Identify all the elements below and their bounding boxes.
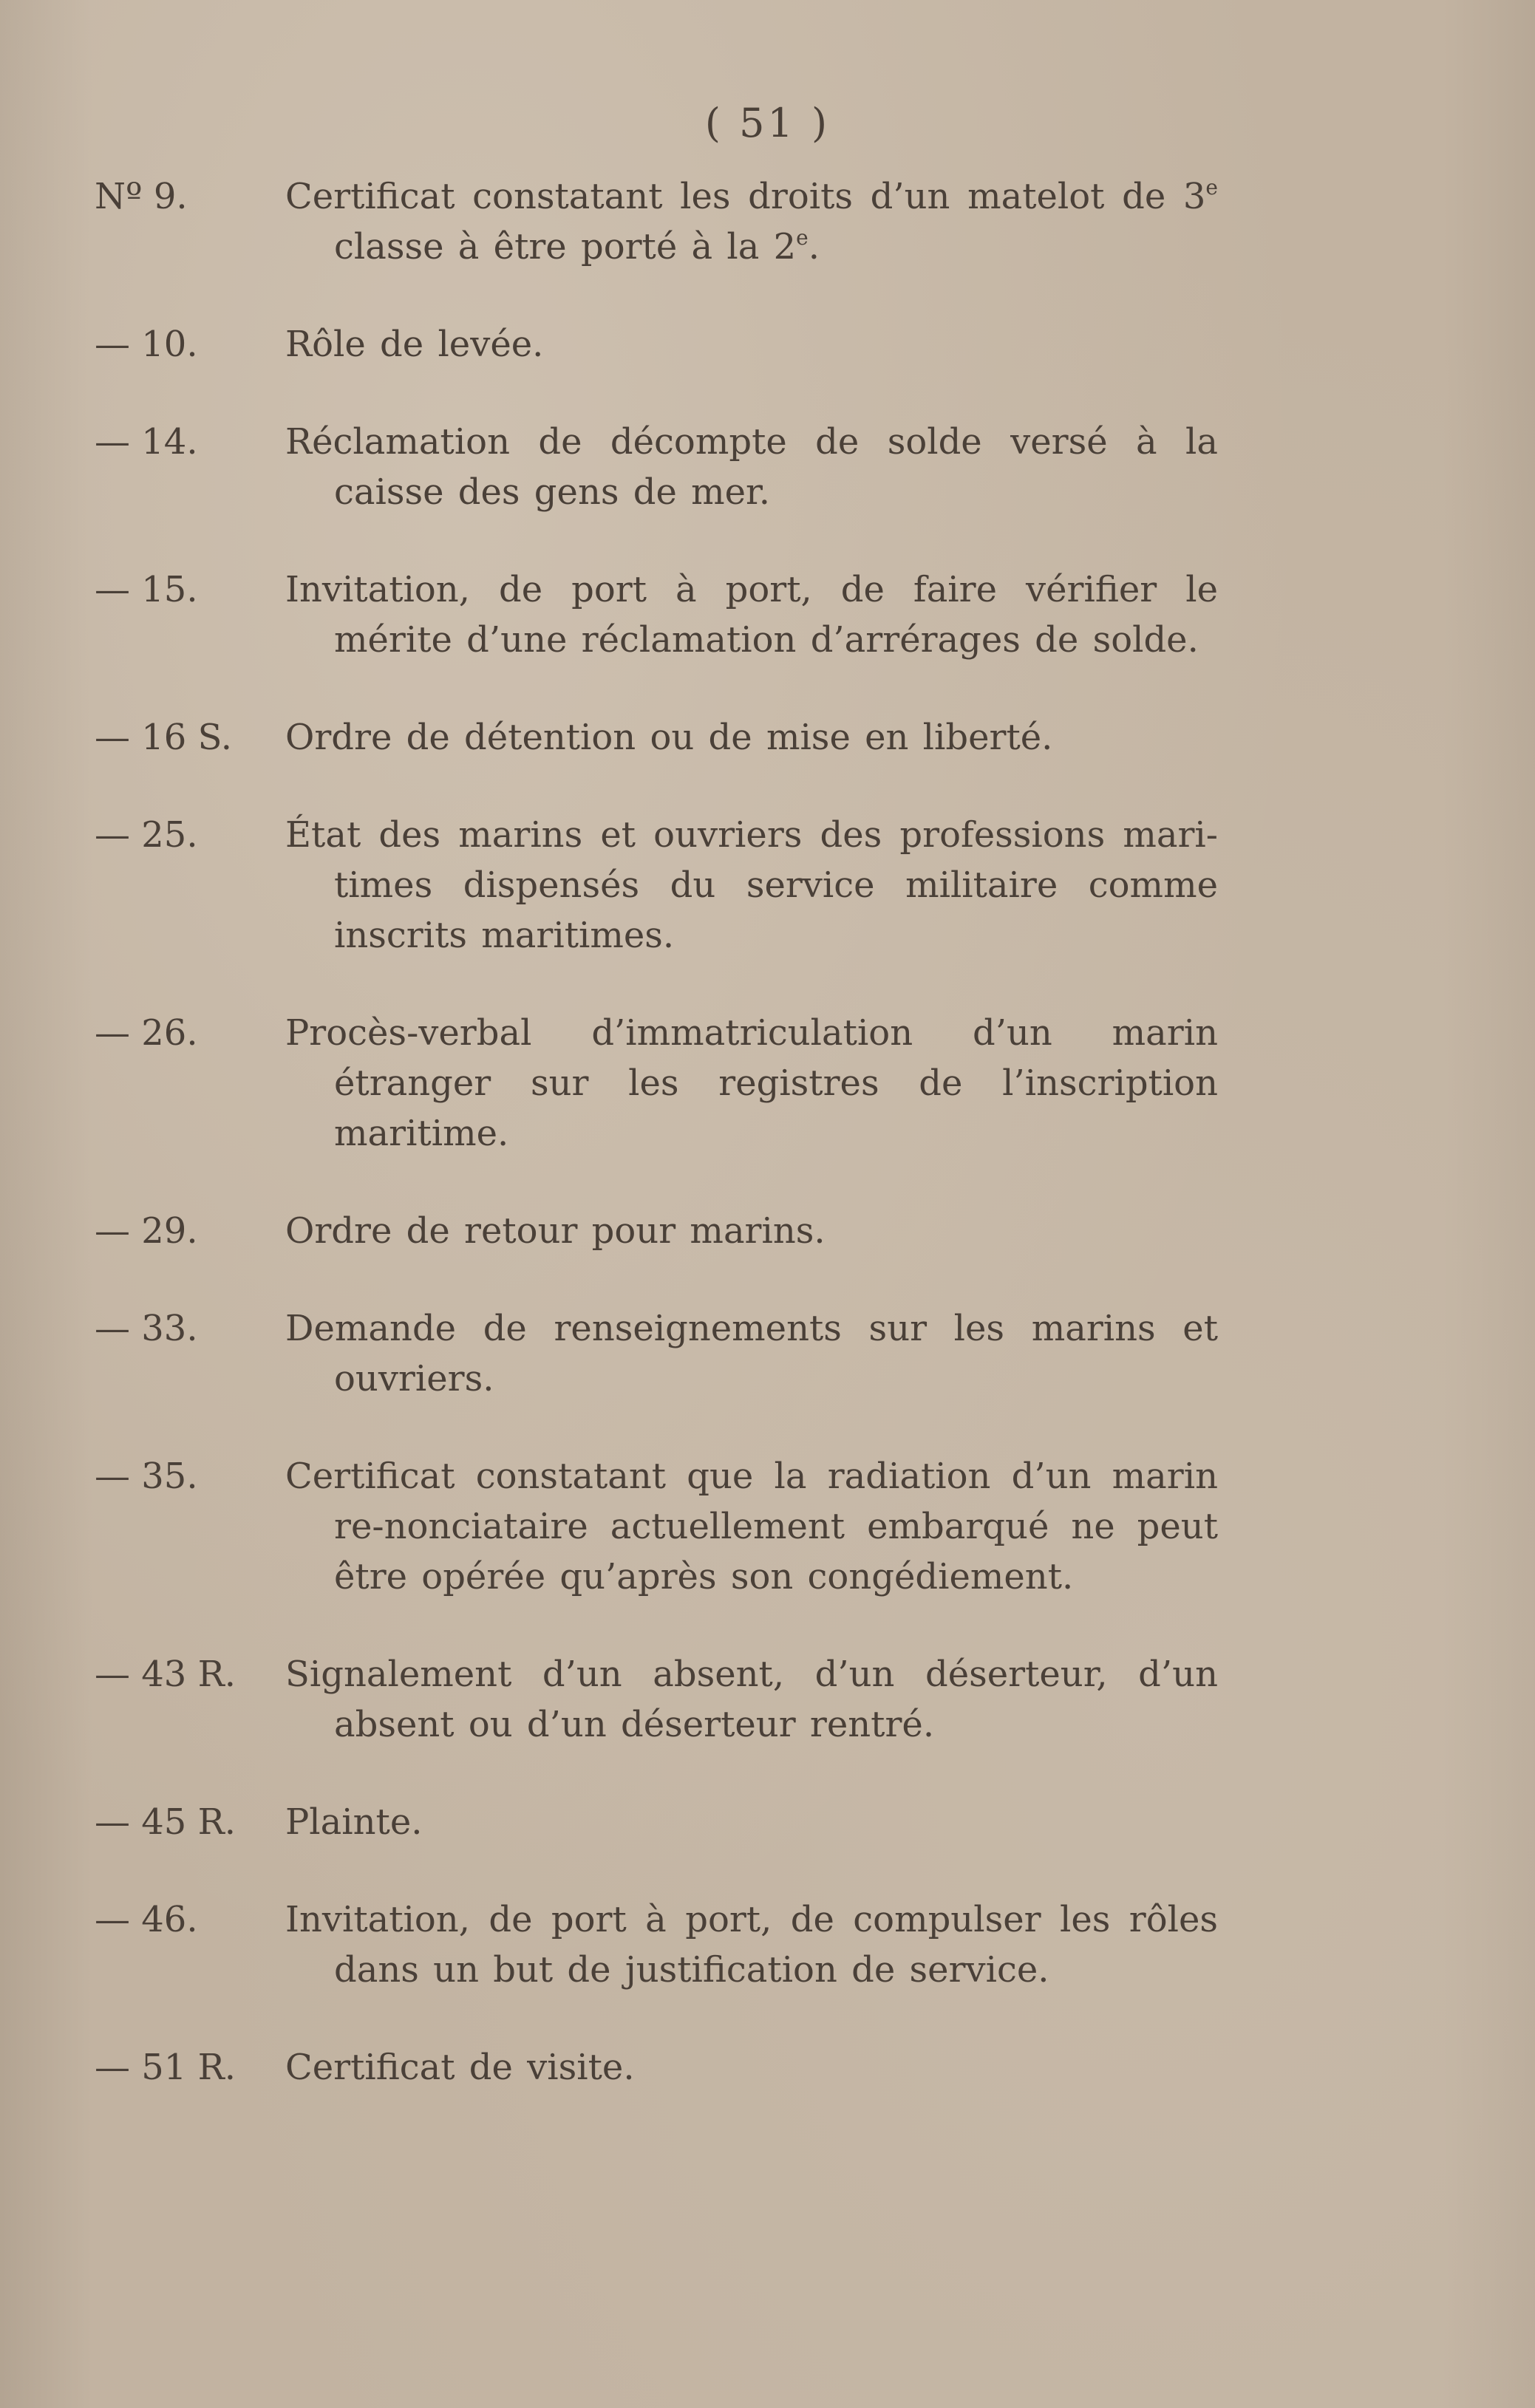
form-description: Plainte. [285,1801,423,1843]
form-description: État des marins et ouvriers des professions mari-times dispensés du service militaire comme inscrits maritimes. [285,814,1218,956]
form-number: — 15. [95,569,198,610]
form-description: Certificat de visite. [285,2047,635,2088]
list-item [95,1649,1218,1750]
list-item [95,417,1218,517]
form-number: — 25. [95,814,198,856]
form-description: Invitation, de port à port, de faire vérifier le mérite d’une réclamation d’arrérages de solde. [285,569,1218,661]
form-description: Ordre de retour pour marins. [285,1210,826,1252]
form-description: Réclamation de décompte de solde versé à la caisse des gens de mer. [285,421,1218,513]
list-item [95,1451,1218,1602]
form-description [285,171,1218,272]
list-item [95,1206,1218,1256]
form-description: Certificat constatant que la radiation d’un marin re-nonciataire actuellement embarqué ne peut être opérée qu’après son congédiement. [285,1456,1218,1597]
form-number: — 10. [95,324,198,365]
form-number: Nº 9. [95,176,188,217]
form-number: — 14. [95,421,198,463]
form-description: Demande de renseignements sur les marins et ouvriers. [285,1308,1218,1399]
form-description: Procès-verbal d’immatriculation d’un marin étranger sur les registres de l’inscription maritime. [285,1012,1218,1154]
list-item [95,319,1218,369]
list-item [95,712,1218,763]
list-item [95,1303,1218,1404]
superscript: e [796,225,809,250]
superscript: e [1205,175,1218,199]
form-description: Ordre de détention ou de mise en liberté. [285,717,1053,758]
description-text: classe à être porté à la 2 [334,226,797,267]
list-item [95,1797,1218,1847]
form-number: — 46. [95,1899,198,1940]
list-item [95,171,1218,272]
form-number: — 33. [95,1308,198,1349]
form-number: — 51 R. [95,2047,236,2088]
form-description: Signalement d’un absent, d’un déserteur, d’un absent ou d’un déserteur rentré. [285,1654,1218,1745]
form-description: Rôle de levée. [285,324,544,365]
list-item [95,565,1218,665]
form-number: — 26. [95,1012,198,1054]
form-description: Invitation, de port à port, de compulser les rôles dans un but de justification de service. [285,1899,1218,1991]
form-number: — 43 R. [95,1654,236,1695]
form-list [95,171,1218,2140]
list-item [95,2042,1218,2092]
list-item [95,810,1218,961]
list-item [95,1008,1218,1159]
form-number: — 16 S. [95,717,233,758]
list-item [95,1894,1218,1995]
form-number: — 35. [95,1456,198,1497]
description-text: Certificat constatant les droits d’un matelot de 3 [285,176,1206,217]
description-text: . [808,226,820,267]
page-number: ( 51 ) [704,100,831,146]
form-number: — 45 R. [95,1801,236,1843]
form-number: — 29. [95,1210,198,1252]
